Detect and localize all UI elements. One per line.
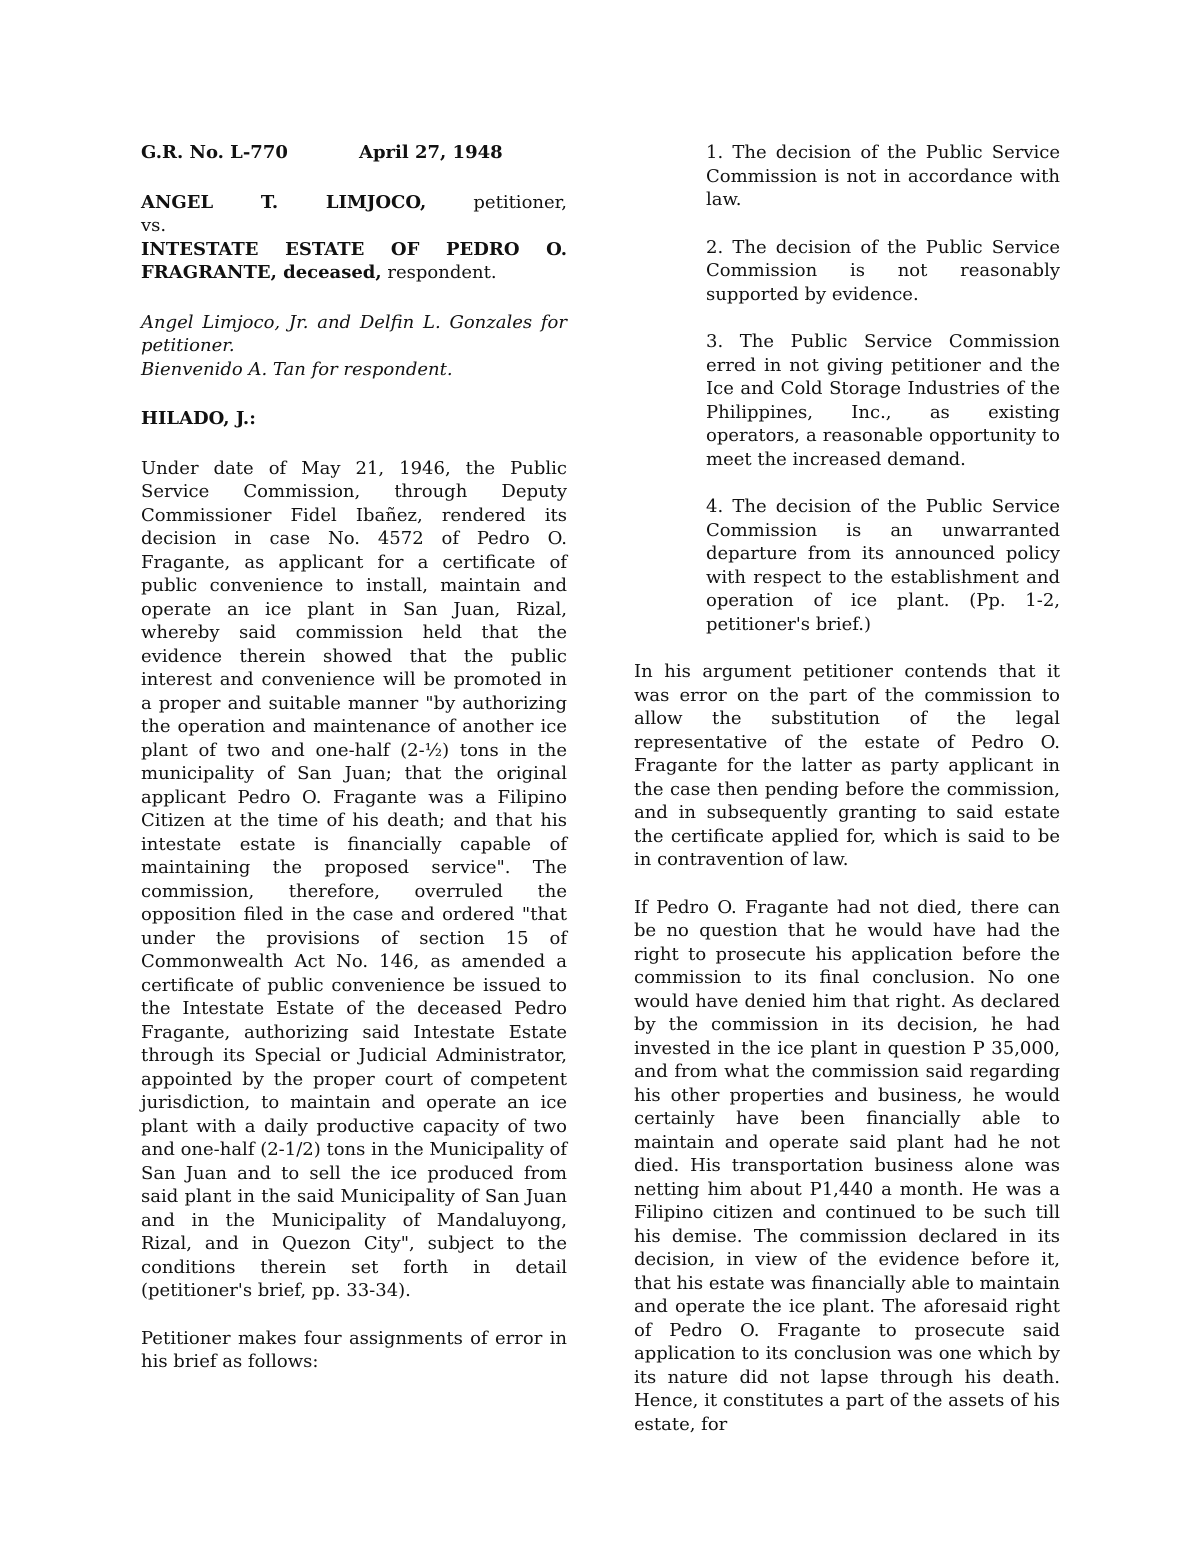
right-column [634,141,1060,1436]
petitioner-counsel: Angel Limjoco, Jr. and Delfin L. Gonzales for petitioner. [141,311,567,356]
paragraph-4: If Pedro O. Fragante had not died, there can be no question that he would have had the right to prosecute his application before the commission to its final conclusion. No one would have denied him that right. As declared by the commission in its decision, he had invested in the ice plant in question P 35,000, and from what the commission said regarding his other properties and business, he would certainly have been financially able to maintain and operate said plant had he not died. His transportation business alone was netting him about P1,440 a month. He was a Filipino citizen and continued to be such till his demise. The commission declared in its decision, in view of the evidence before it, that his estate was financially able to maintain and operate the ice plant. The aforesaid right of Pedro O. Fragante to prosecute said application to its conclusion was one which by its nature did not lapse through his death. Hence, it constitutes a part of the assets of his estate, for [634,896,1060,1435]
assignment-4: 4. The decision of the Public Service Commission is an unwarranted departure from its announced policy with respect to the establishment and operation of ice plant. (Pp. 1-2, petitioner's brief.) [706,496,1060,635]
respondent-name: INTESTATE ESTATE OF PEDRO O. FRAGRANTE, deceased, [141,238,567,283]
ponente: HILADO, J.: [141,408,256,429]
respondent-role: respondent. [381,262,497,283]
assignments-of-error [706,141,1060,636]
versus: vs. [141,215,167,236]
assignment-1: 1. The decision of the Public Service Commission is not in accordance with law. [706,142,1060,210]
case-header [141,141,567,165]
case-number: G.R. No. L-770 [141,142,288,163]
paragraph-2: Petitioner makes four assignments of error in his brief as follows: [141,1327,567,1372]
assignment-3: 3. The Public Service Commission erred in not giving petitioner and the Ice and Cold Storage Industries of the Philippines, Inc., as existing operators, a reasonable opportunity to meet the increased demand. [706,331,1060,470]
counsel-block [141,311,567,382]
paragraph-3: In his argument petitioner contends that it was error on the part of the commission to allow the substitution of the legal representative of the estate of Pedro O. Fragante for the latter as party applicant in the case then pending before the commission, and in subsequently granting to said estate the certificate applied for, which is said to be in contravention of law. [634,661,1060,870]
petitioner-name: ANGEL T. LIMJOCO, [141,191,427,213]
respondent-line [141,238,567,285]
left-column [141,141,567,1374]
petitioner-role: petitioner, [426,191,567,213]
respondent-counsel: Bienvenido A. Tan for respondent. [141,358,453,380]
case-date: April 27, 1948 [359,142,503,163]
petitioner-line [141,191,567,215]
parties [141,191,567,285]
paragraph-1: Under date of May 21, 1946, the Public Service Commission, through Deputy Commissioner Fidel Ibañez, rendered its decision in case No. 4572 of Pedro O. Fragante, as applicant for a certificate of public convenience to install, maintain and operate an ice plant in San Juan, Rizal, whereby said commission held that the evidence therein showed that the public interest and convenience will be promoted in a proper and suitable manner "by authorizing the operation and maintenance of another ice plant of two and one-half (2-½) tons in the municipality of San Juan; that the original applicant Pedro O. Fragante was a Filipino Citizen at the time of his death; and that his intestate estate is financially capable of maintaining the proposed service". The commission, therefore, overruled the opposition filed in the case and ordered "that under the provisions of section 15 of Commonwealth Act No. 146, as amended a certificate of public convenience be issued to the Intestate Estate of the deceased Pedro Fragante, authorizing said Intestate Estate through its Special or Judicial Administrator, appointed by the proper court of competent jurisdiction, to maintain and operate an ice plant with a daily productive capacity of two and one-half (2-1/2) tons in the Municipality of San Juan and to sell the ice produced from said plant in the said Municipality of San Juan and in the Municipality of Mandaluyong, Rizal, and in Quezon City", subject to the conditions therein set forth in detail (petitioner's brief, pp. 33-34). [141,457,567,1301]
assignment-2: 2. The decision of the Public Service Commission is not reasonably supported by evidence. [706,236,1060,305]
